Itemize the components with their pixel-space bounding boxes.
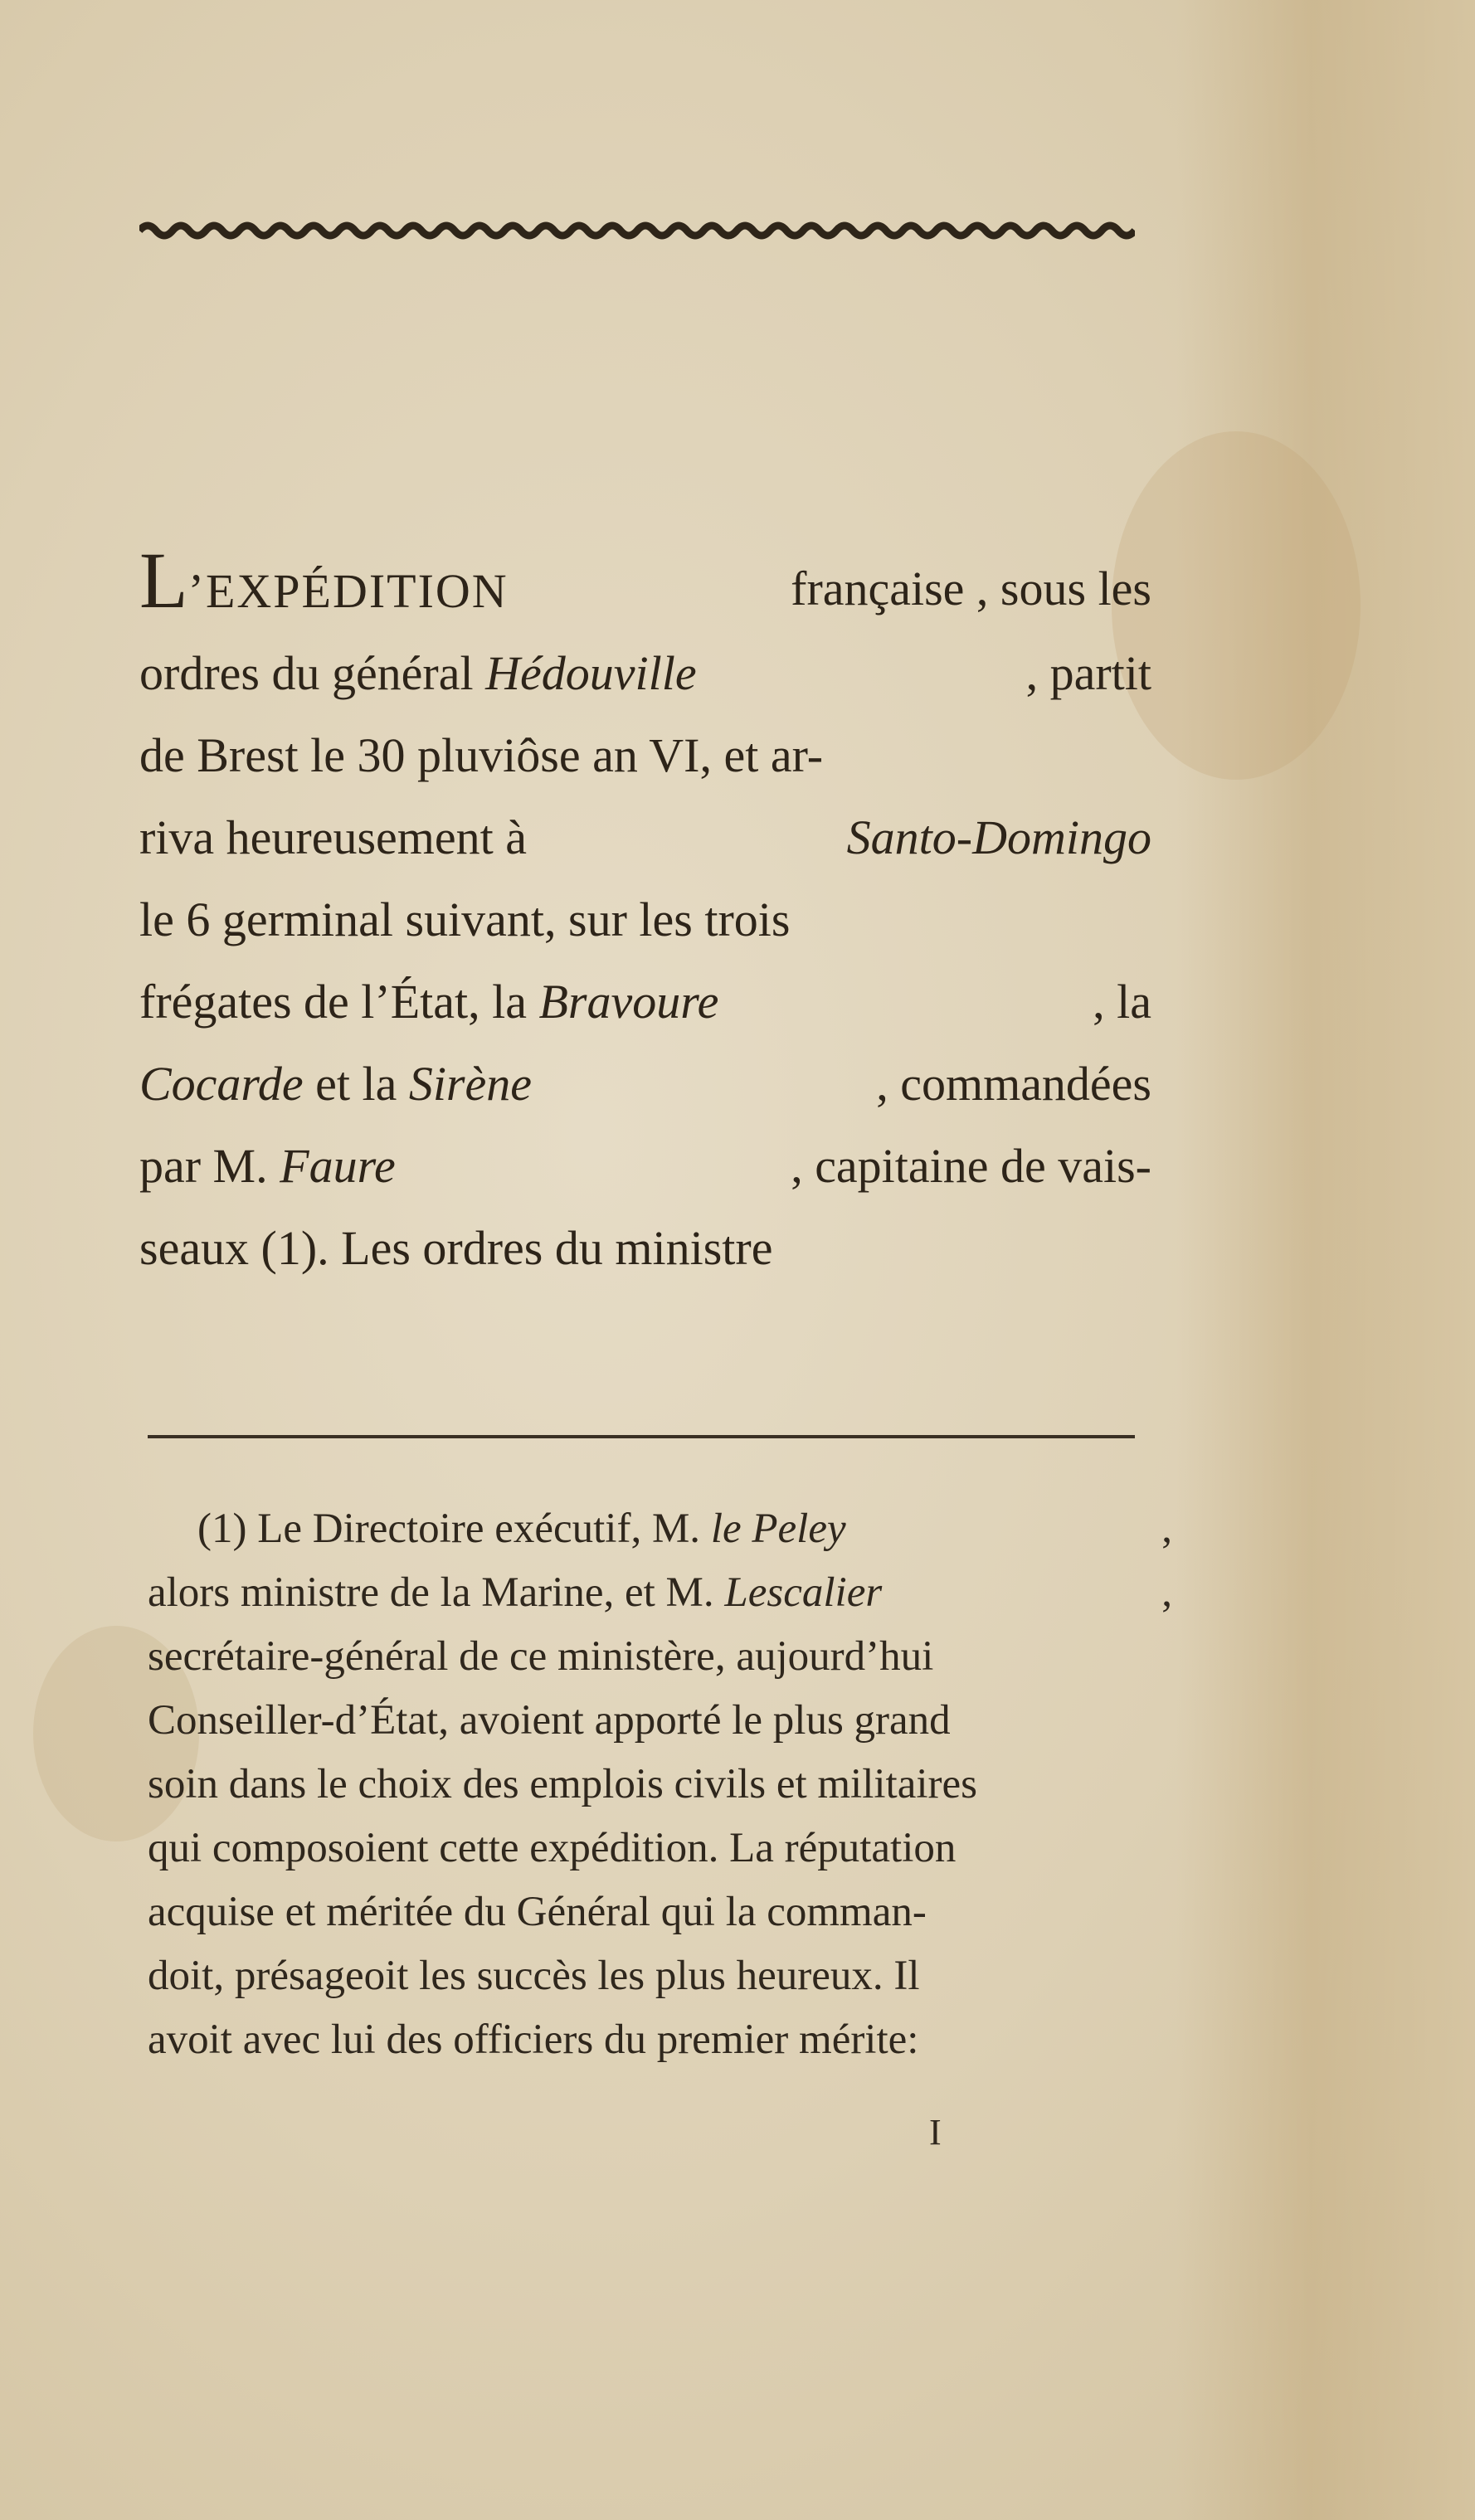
- drop-cap: L: [139, 536, 188, 625]
- header-ornament: [139, 214, 1135, 247]
- page-stain: [1176, 0, 1475, 2520]
- main-paragraph: [139, 536, 1151, 1289]
- text-line: [139, 1125, 1151, 1207]
- text-line: [139, 878, 1151, 961]
- line-segment: ordres du général: [139, 646, 486, 700]
- line-segment: française , sous les: [791, 562, 1151, 615]
- line-segment: , partit: [1025, 646, 1151, 700]
- line-segment: frégates de l’État, la: [139, 975, 539, 1029]
- line-segment: et la: [303, 1057, 409, 1111]
- line-segment: [139, 632, 697, 714]
- footnote-line: [148, 1944, 1172, 2008]
- line-segment: ,: [1161, 1506, 1172, 1552]
- footnote-line: [148, 1625, 1172, 1689]
- line-segment: [139, 961, 718, 1043]
- line-segment: [139, 536, 509, 632]
- footnote-line: [148, 2008, 1172, 2072]
- footnote-line: [148, 1689, 1172, 1753]
- line-segment: ,: [1161, 1569, 1172, 1616]
- text-line: [139, 632, 1151, 714]
- italic-name: Lescalier: [724, 1569, 883, 1616]
- line-segment: acquise et méritée du Général qui la comman-: [148, 1889, 927, 1935]
- footnote-line: [148, 1561, 1172, 1625]
- footnote-rule: [148, 1435, 1135, 1438]
- text-line: [139, 714, 1151, 796]
- italic-name: Santo-Domingo: [846, 810, 1151, 864]
- italic-name: Cocarde: [139, 1057, 304, 1111]
- text-line: [139, 796, 1151, 878]
- line-segment: , capitaine de vais-: [791, 1139, 1151, 1193]
- line-segment: alors ministre de la Marine, et M.: [148, 1569, 725, 1616]
- line-segment: soin dans le choix des emplois civils et militaires: [148, 1761, 978, 1807]
- signature-mark: I: [929, 2112, 942, 2153]
- line-segment: [139, 1125, 396, 1207]
- line-segment: secrétaire-général de ce ministère, aujourd’hui: [148, 1633, 934, 1680]
- line-segment: doit, présageoit les succès les plus heureux. Il: [148, 1953, 920, 1999]
- small-caps-word: ’EXPÉDITION: [187, 564, 509, 618]
- line-segment: par M.: [139, 1139, 280, 1193]
- line-segment: [148, 1561, 882, 1625]
- footnote: [148, 1497, 1172, 2072]
- text-line: [139, 536, 1151, 632]
- line-segment: Conseiller-d’État, avoient apporté le plus grand: [148, 1697, 951, 1744]
- line-segment: [197, 1497, 846, 1561]
- line-segment: avoit avec lui des officiers du premier mérite:: [148, 2016, 919, 2063]
- italic-name: le Peley: [710, 1506, 846, 1552]
- footnote-line: [148, 1497, 1172, 1561]
- text-line: [139, 961, 1151, 1043]
- italic-name: Faure: [280, 1139, 396, 1193]
- italic-name: Hédouville: [485, 646, 697, 700]
- line-segment: , commandées: [876, 1057, 1151, 1111]
- italic-name: Bravoure: [538, 975, 719, 1029]
- line-segment: seaux (1). Les ordres du ministre: [139, 1221, 773, 1275]
- line-segment: , la: [1093, 975, 1151, 1029]
- line-segment: riva heureusement à: [139, 810, 528, 864]
- line-segment: de Brest le 30 pluviôse an VI, et ar-: [139, 728, 824, 782]
- footnote-line: [148, 1753, 1172, 1817]
- footnote-line: [148, 1880, 1172, 1944]
- line-segment: le 6 germinal suivant, sur les trois: [139, 893, 791, 946]
- line-segment: (1) Le Directoire exécutif, M.: [197, 1506, 711, 1552]
- italic-name: Sirène: [408, 1057, 532, 1111]
- line-segment: qui composoient cette expédition. La réputation: [148, 1825, 957, 1871]
- text-line: [139, 1043, 1151, 1125]
- text-line: [139, 1207, 1151, 1289]
- line-segment: [139, 1043, 532, 1125]
- footnote-line: [148, 1817, 1172, 1880]
